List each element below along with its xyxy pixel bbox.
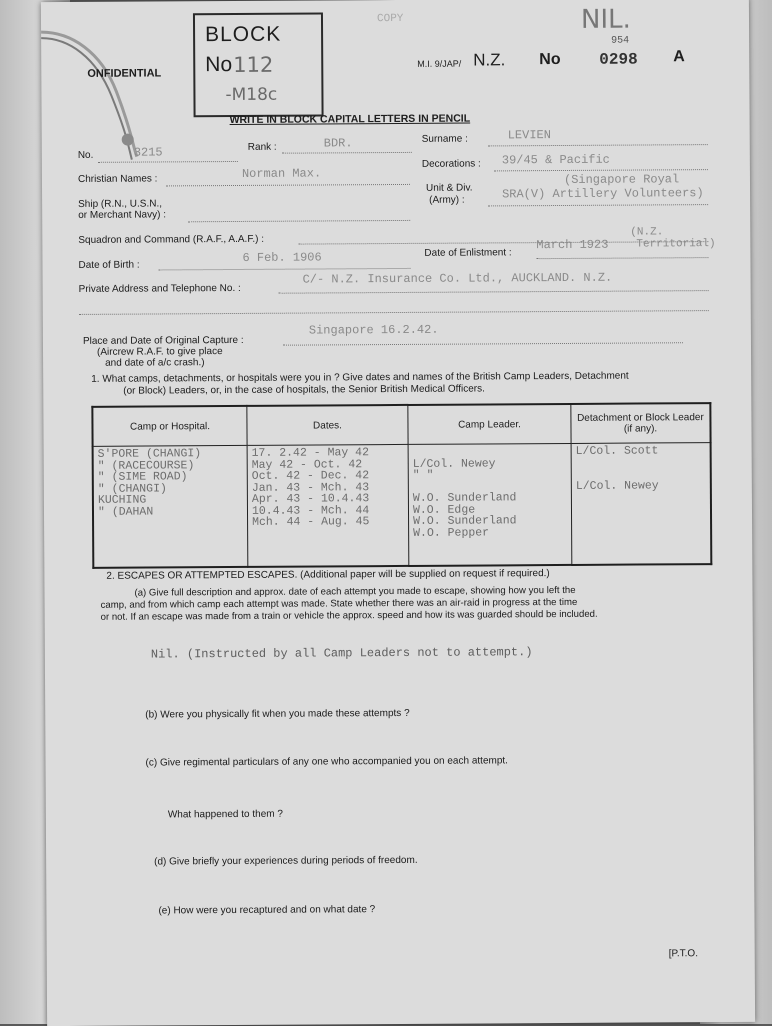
header-detachment-leader: Detachment or Block Leader (if any). xyxy=(571,403,711,443)
date-entry: May 42 - Oct. 42 xyxy=(251,457,363,472)
detachment-leader-column xyxy=(571,443,711,565)
header-camp-leader: Camp Leader. xyxy=(408,404,571,444)
question-2e: (e) How were you recaptured and on what date ? xyxy=(158,904,376,917)
rank-label: Rank : xyxy=(247,141,277,153)
capture-value: Singapore 16.2.42. xyxy=(308,322,439,338)
string-tie-icon xyxy=(41,21,152,162)
header-dates: Dates. xyxy=(247,405,408,445)
unit-label-line2: (Army) : xyxy=(429,194,465,206)
unit-value-line1: (Singapore Royal xyxy=(563,172,680,187)
please-turn-over: [P.T.O. xyxy=(668,948,699,960)
instruction-heading: WRITE IN BLOCK CAPITAL LETTERS IN PENCIL xyxy=(229,112,471,127)
date-entry: Mch. 44 - Aug. 45 xyxy=(252,515,370,529)
nil-handwritten: NIL. xyxy=(580,4,631,35)
unit-label-line1: Unit & Div. xyxy=(425,182,473,194)
detachment-entry xyxy=(576,457,706,469)
date-entry: Oct. 42 - Dec. 42 xyxy=(251,469,370,483)
leader-entry: L/Col. Newey xyxy=(412,456,496,471)
question-2d: (d) Give briefly your experiences during periods of freedom. xyxy=(154,854,418,868)
camp-column xyxy=(93,445,248,567)
stamp-block-label: BLOCK xyxy=(205,22,282,47)
leader-entry: W.O. Pepper xyxy=(413,525,490,540)
question-1-text-line1: 1. What camps, detachments, or hospitals were you in ? Give dates and names of the British Camp Leaders, Detachment xyxy=(91,370,629,385)
confidential-label: ONFIDENTIAL xyxy=(87,67,162,80)
squadron-label: Squadron and Command (R.A.F., A.A.F.) : xyxy=(78,233,265,246)
camp-entry: S'PORE (CHANGI) xyxy=(97,447,202,461)
address-label: Private Address and Telephone No. : xyxy=(78,282,241,295)
header-camp: Camp or Hospital. xyxy=(92,406,247,446)
camp-entry: " (DAHAN xyxy=(97,504,154,519)
question-2c: (c) Give regimental particulars of any one who accompanied you on each attempt. xyxy=(145,755,508,769)
block-number-stamp xyxy=(193,12,324,117)
camp-entry: " (CHANGI) xyxy=(97,481,167,496)
decorations-label: Decorations : xyxy=(421,158,481,170)
surname-label: Surname : xyxy=(421,133,468,145)
ship-label-line1: Ship (R.N., U.S.N., xyxy=(78,198,163,210)
christian-names-label: Christian Names : xyxy=(77,173,158,185)
leader-entry: W.O. Sunderland xyxy=(413,514,517,528)
no-label: No. xyxy=(77,149,94,161)
surname-value: LEVIEN xyxy=(507,128,551,143)
dates-column xyxy=(247,444,409,566)
dob-value: 6 Feb. 1906 xyxy=(242,250,322,265)
question-2a-line2: camp, and from which camp each attempt was made. State whether there was an air-raid in progress at the time xyxy=(100,596,578,611)
nz-label: N.Z. xyxy=(473,50,506,70)
camp-leader-column xyxy=(408,443,572,565)
question-2a-line1: (a) Give full description and approx. date of each attempt you made to escape, showing how you left the xyxy=(134,584,576,599)
dob-label: Date of Birth : xyxy=(78,259,140,271)
question-1-text-line2: (or Block) Leaders, or, in the case of hospitals, the Senior British Medical Officers. xyxy=(123,383,485,397)
christian-names-value: Norman Max. xyxy=(241,166,322,181)
enlistment-label: Date of Enlistment : xyxy=(424,247,512,259)
camp-entry: " (SIME ROAD) xyxy=(97,470,188,484)
leader-entry: W.O. Sunderland xyxy=(412,491,517,505)
question-2b: (b) Were you physically fit when you made these attempts ? xyxy=(145,707,410,721)
question-2c-sub: What happened to them ? xyxy=(167,808,283,821)
date-entry: Apr. 43 - 10.4.43 xyxy=(251,492,370,506)
enlistment-note-line1: (N.Z. xyxy=(630,226,664,239)
unit-value-line2: SRA(V) Artillery Volunteers) xyxy=(502,186,704,202)
camps-table xyxy=(91,402,712,569)
camp-entry: " (RACECOURSE) xyxy=(97,458,195,473)
rank-value: BDR. xyxy=(323,136,353,151)
date-entry: Jan. 43 - Mch. 43 xyxy=(251,480,370,495)
detachment-entry: L/Col. Newey xyxy=(575,478,659,493)
form-letter: A xyxy=(673,48,685,66)
decorations-value: 39/45 & Pacific xyxy=(501,152,610,168)
question-2-heading: 2. ESCAPES OR ATTEMPTED ESCAPES. (Additional paper will be supplied on request if required.) xyxy=(106,568,550,582)
leader-entry: W.O. Edge xyxy=(412,503,476,517)
form-number: 0298 xyxy=(599,50,638,69)
stamp-block-number: 112 xyxy=(233,52,274,77)
stamp-handwritten-ref: -M18c xyxy=(225,84,278,106)
enlistment-value: March 1923 xyxy=(536,237,609,253)
no-value: 3215 xyxy=(133,145,163,160)
capture-label-line2: (Aircrew R.A.F. to give place xyxy=(96,346,223,358)
ship-label-line2: or Merchant Navy) : xyxy=(78,209,167,221)
mi-reference: M.I. 9/JAP/ xyxy=(417,58,462,69)
question-2a-line3: or not. If an escape was made from a train or vehicle the approx. speed and how its was guarded should be included. xyxy=(100,608,598,623)
document-sheet xyxy=(41,0,755,1026)
address-value: C/- N.Z. Insurance Co. Ltd., AUCKLAND. N.Z. xyxy=(302,270,613,287)
form-no-label: No xyxy=(539,50,561,69)
enlistment-note-line2: Territorial) xyxy=(636,238,716,251)
capture-label-line1: Place and Date of Original Capture : xyxy=(82,334,244,347)
camp-entry: KUCHING xyxy=(97,493,147,507)
date-entry: 10.4.43 - Mch. 44 xyxy=(251,503,370,518)
question-2a-answer: Nil. (Instructed by all Camp Leaders not to attempt.) xyxy=(150,645,533,662)
copy-mark: COPY xyxy=(376,12,404,26)
leader-entry: " " xyxy=(412,468,434,482)
date-entry: 17. 2.42 - May 42 xyxy=(251,446,370,460)
small-number: 954 xyxy=(611,35,630,47)
capture-label-line3: and date of a/c crash.) xyxy=(105,357,205,369)
detachment-entry: L/Col. Scott xyxy=(575,444,659,458)
stamp-no-label: No xyxy=(205,53,233,77)
